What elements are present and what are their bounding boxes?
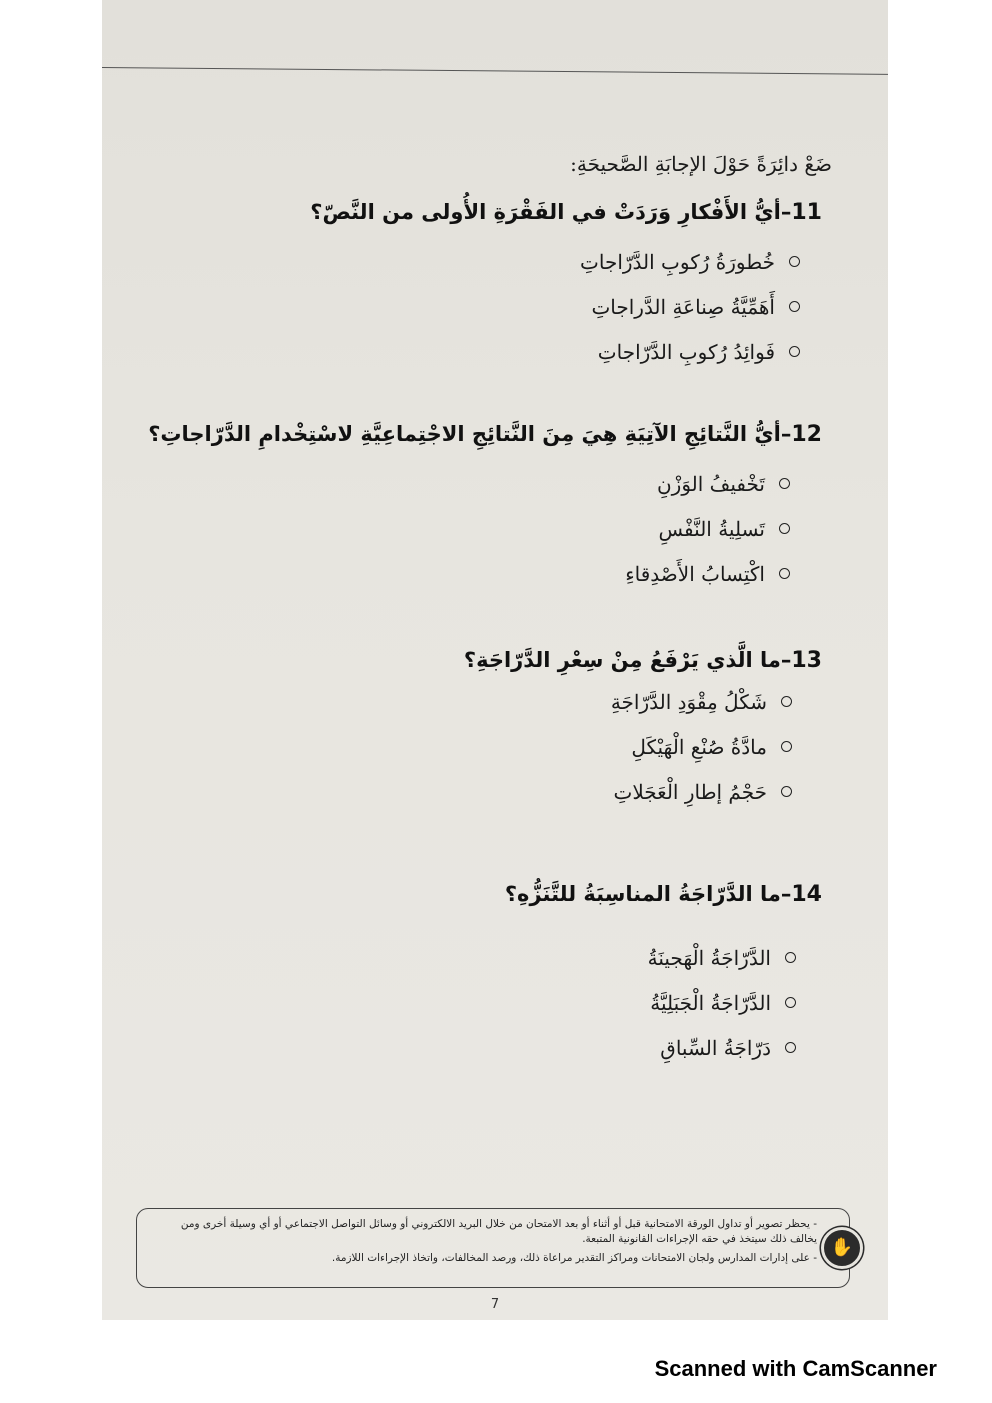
question-title (102, 882, 822, 907)
scanner-credit: Scanned with CamScanner (654, 1356, 937, 1381)
option-label: اكْتِسابُ الأَصْدِقاءِ (625, 561, 765, 586)
radio-circle-icon[interactable] (779, 568, 790, 579)
hand-stop-icon: ✋ (821, 1227, 863, 1269)
option-label: مادَّةُ صُنْعِ الْهَيْكَلِ (631, 734, 767, 759)
exam-notice-box (136, 1208, 854, 1288)
options-list (102, 239, 822, 374)
question-number: 12 (791, 422, 822, 447)
question-number: 14 (791, 882, 822, 907)
option-label: الدَّرّاجَةُ الْهَجينَةُ (647, 945, 771, 970)
question-title (102, 648, 822, 673)
radio-circle-icon[interactable] (781, 696, 792, 707)
option-item[interactable] (102, 1025, 818, 1070)
radio-circle-icon[interactable] (779, 478, 790, 489)
options-list (102, 679, 822, 814)
option-label: دَرّاجَةُ السِّباقِ (660, 1035, 771, 1060)
question-title (102, 422, 822, 447)
question-11 (102, 200, 822, 374)
option-label: تَخْفيفُ الوَزْنِ (656, 471, 765, 496)
question-12 (102, 422, 822, 596)
header-rule (102, 67, 888, 75)
option-label: أَهَمِّيَّةُ صِناعَةِ الدَّراجاتِ (591, 294, 775, 319)
question-title (102, 200, 822, 225)
options-list (102, 935, 822, 1070)
question-13 (102, 648, 822, 814)
question-number: 13 (791, 648, 822, 673)
radio-circle-icon[interactable] (789, 256, 800, 267)
radio-circle-icon[interactable] (785, 997, 796, 1008)
instruction-text: ضَعْ دائِرَةً حَوْلَ الإجابَةِ الصَّحيحَةِ: (570, 152, 832, 176)
question-text: –أيُّ النَّتائِجِ الآتِيَةِ هِيَ مِنَ النَّتائِجِ الاجْتِماعِيَّةِ لاسْتِخْدامِ الدَّرّاجاتِ؟ (148, 422, 792, 446)
option-label: الدَّرّاجَةُ الْجَبَلِيَّةُ (650, 990, 771, 1015)
radio-circle-icon[interactable] (781, 741, 792, 752)
radio-circle-icon[interactable] (781, 786, 792, 797)
option-label: حَجْمُ إطارِ الْعَجَلاتِ (613, 779, 767, 804)
question-text: –ما الَّذي يَرْفَعُ مِنْ سِعْرِ الدَّرّاجَةِ؟ (463, 648, 792, 672)
question-text: –أيُّ الأَفْكارِ وَرَدَتْ في الفَقْرَةِ الأُولى من النَّصّ؟ (310, 200, 792, 224)
option-item[interactable] (102, 551, 812, 596)
option-label: شَكْلُ مِقْوَدِ الدَّرّاجَةِ (610, 689, 767, 714)
option-item[interactable] (102, 239, 822, 284)
option-item[interactable] (102, 461, 812, 506)
option-item[interactable] (102, 679, 814, 724)
page-number: 7 (490, 1297, 500, 1312)
option-label: فَوائِدُ رُكوبِ الدَّرّاجاتِ (597, 339, 775, 364)
option-item[interactable] (102, 329, 822, 374)
option-label: خُطورَةُ رُكوبِ الدَّرّاجاتِ (580, 249, 775, 274)
notice-line-1: - يحظر تصوير أو تداول الورقة الامتحانية قبل أو أثناء أو بعد الامتحان من خلال البريد الالكتروني أو وسائل التواصل الاجتماعي أو أي وسيلة أخرى ومن يخالف ذلك سيتخذ في حقه الإجراءات القانونية المتبعة. (180, 1218, 817, 1245)
question-number: 11 (791, 200, 822, 225)
options-list (102, 461, 822, 596)
option-item[interactable] (102, 935, 818, 980)
question-14 (102, 882, 822, 1070)
exam-page (102, 0, 888, 1320)
question-text: –ما الدَّرّاجَةُ المناسِبَةُ للتَّنَزُّهِ؟ (504, 882, 792, 906)
radio-circle-icon[interactable] (789, 301, 800, 312)
radio-circle-icon[interactable] (785, 952, 796, 963)
notice-line-2: - على إدارات المدارس ولجان الامتحانات ومراكز التقدير مراعاة ذلك، ورصد المخالفات، واتخاذ الإجراءات اللازمة. (331, 1252, 817, 1264)
radio-circle-icon[interactable] (779, 523, 790, 534)
option-item[interactable] (102, 769, 814, 814)
radio-circle-icon[interactable] (785, 1042, 796, 1053)
notice-text (157, 1217, 817, 1266)
option-label: تَسلِيةُ النَّفْسِ (658, 516, 765, 541)
radio-circle-icon[interactable] (789, 346, 800, 357)
option-item[interactable] (102, 980, 818, 1025)
option-item[interactable] (102, 724, 814, 769)
option-item[interactable] (102, 506, 812, 551)
option-item[interactable] (102, 284, 822, 329)
